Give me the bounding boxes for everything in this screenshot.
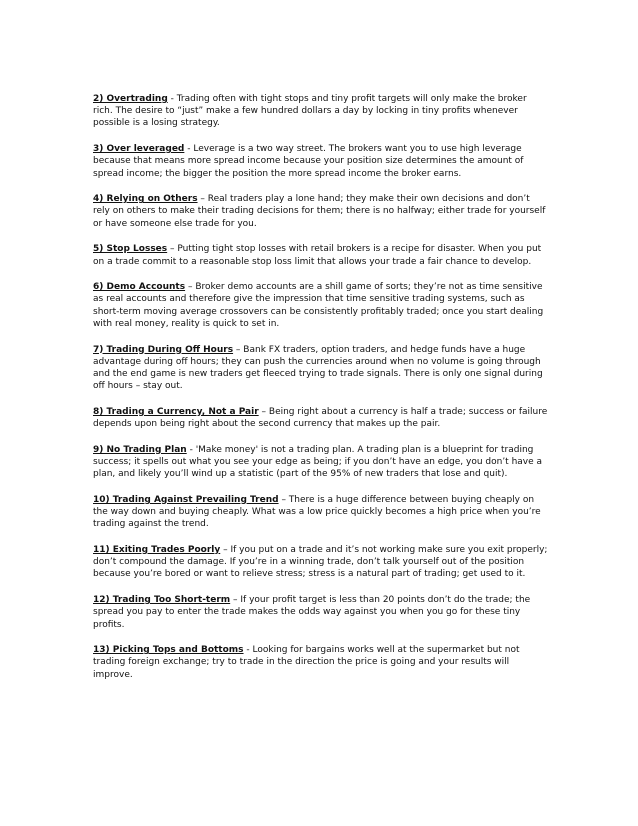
item-body: Looking for bargains works well at the supermarket but not trading foreign exchange; try to trade in the direction the price is going and your results will improve. <box>93 645 520 680</box>
item-title: 2) Overtrading <box>93 94 168 104</box>
item-body: Broker demo accounts are a shill game of sorts; they’re not as time sensitive as real accounts and therefore give the impression that time sensitive trading systems, such as short-term moving average crossovers can be consistently profitably traded; once you start dealing with real money, reality is quick to set in. <box>93 282 544 329</box>
mistake-item-overtrading <box>93 93 548 130</box>
mistake-item-relying-on-others <box>93 193 548 230</box>
mistake-item-no-trading-plan <box>93 444 548 481</box>
mistake-item-demo-accounts <box>93 281 548 330</box>
item-body: Leverage is a two way street. The brokers want you to use high leverage because that means more spread income because your position size determines the amount of spread income; the bigger the position the more spread income the broker earns. <box>93 144 524 179</box>
item-separator: – <box>230 595 241 606</box>
mistake-item-currency-not-pair <box>93 406 548 430</box>
item-body: Bank FX traders, option traders, and hedge funds have a huge advantage during off hours; they can push the currencies around when no volume is going through and the end game is new traders get fleeced trying to trade signals. There is only one signal during off hours – stay out. <box>93 344 543 392</box>
item-body: Being right about a currency is half a trade; success or failure depends upon being right about the second currency that makes up the pair. <box>93 406 548 430</box>
item-separator: – <box>278 494 289 505</box>
item-separator: – <box>233 344 244 355</box>
mistake-item-tops-and-bottoms <box>93 644 548 681</box>
item-title: 11) Exiting Trades Poorly <box>93 544 221 555</box>
item-title: 8) Trading a Currency, Not a Pair <box>93 406 259 417</box>
item-body: Trading often with tight stops and tiny profit targets will only make the broker rich. The desire to “just” make a few hundred dollars a day by locking in tiny profits whenever possible is a losing strategy. <box>93 94 527 129</box>
item-title: 9) No Trading Plan <box>93 444 187 455</box>
item-body: If your profit target is less than 20 points don’t do the trade; the spread you pay to enter the trade makes the odds way against you when you go for these tiny profits. <box>93 595 531 630</box>
item-separator: – <box>220 544 231 555</box>
item-title: 10) Trading Against Prevailing Trend <box>93 494 279 505</box>
item-title: 5) Stop Losses <box>93 244 168 255</box>
item-separator: – <box>197 194 208 205</box>
mistake-item-exiting-poorly <box>93 544 548 581</box>
mistake-item-against-trend <box>93 494 548 531</box>
item-body: Real traders play a lone hand; they make their own decisions and don’t rely on others to make their trading decisions for them; there is no halfway; either trade for yourself or have someone else trade for you. <box>93 194 546 229</box>
item-separator: - <box>167 94 177 104</box>
item-separator: – <box>185 282 196 293</box>
item-body: Putting tight stop losses with retail brokers is a recipe for disaster. When you put on a trade commit to a reasonable stop loss limit that allows your trade a fair chance to develop. <box>93 244 542 267</box>
mistake-item-over-leveraged <box>93 143 548 180</box>
mistake-item-stop-losses <box>93 243 548 267</box>
item-separator: – <box>258 406 269 417</box>
document-page <box>93 93 548 694</box>
item-body: If you put on a trade and it’s not working make sure you exit properly; don’t compound the damage. If you’re in a winning trade, don’t talk yourself out of the position because you’re bored or want to relieve stress; stress is a natural part of trading; get used to it. <box>93 544 548 580</box>
item-title: 7) Trading During Off Hours <box>93 344 234 355</box>
item-body: 'Make money' is not a trading plan. A trading plan is a blueprint for trading success; it spells out what you see your edge as being; if you don’t have an edge, you don’t have a plan, and likely you’ll wind up a statistic (part of the 95% of new traders that lose and quit). <box>93 444 543 480</box>
item-separator: - <box>186 444 196 455</box>
item-separator: – <box>167 244 178 255</box>
item-title: 12) Trading Too Short-term <box>93 595 231 606</box>
item-title: 3) Over leveraged <box>93 144 185 155</box>
item-separator: - <box>243 645 253 656</box>
item-separator: - <box>184 144 194 155</box>
mistake-item-off-hours <box>93 344 548 393</box>
item-title: 13) Picking Tops and Bottoms <box>93 645 244 656</box>
mistake-item-too-short-term <box>93 594 548 631</box>
item-body: There is a huge difference between buying cheaply on the way down and buying cheaply. What was a low price quickly becomes a high price when you’re trading against the trend. <box>93 494 541 530</box>
item-title: 4) Relying on Others <box>93 194 198 205</box>
item-title: 6) Demo Accounts <box>93 282 186 293</box>
